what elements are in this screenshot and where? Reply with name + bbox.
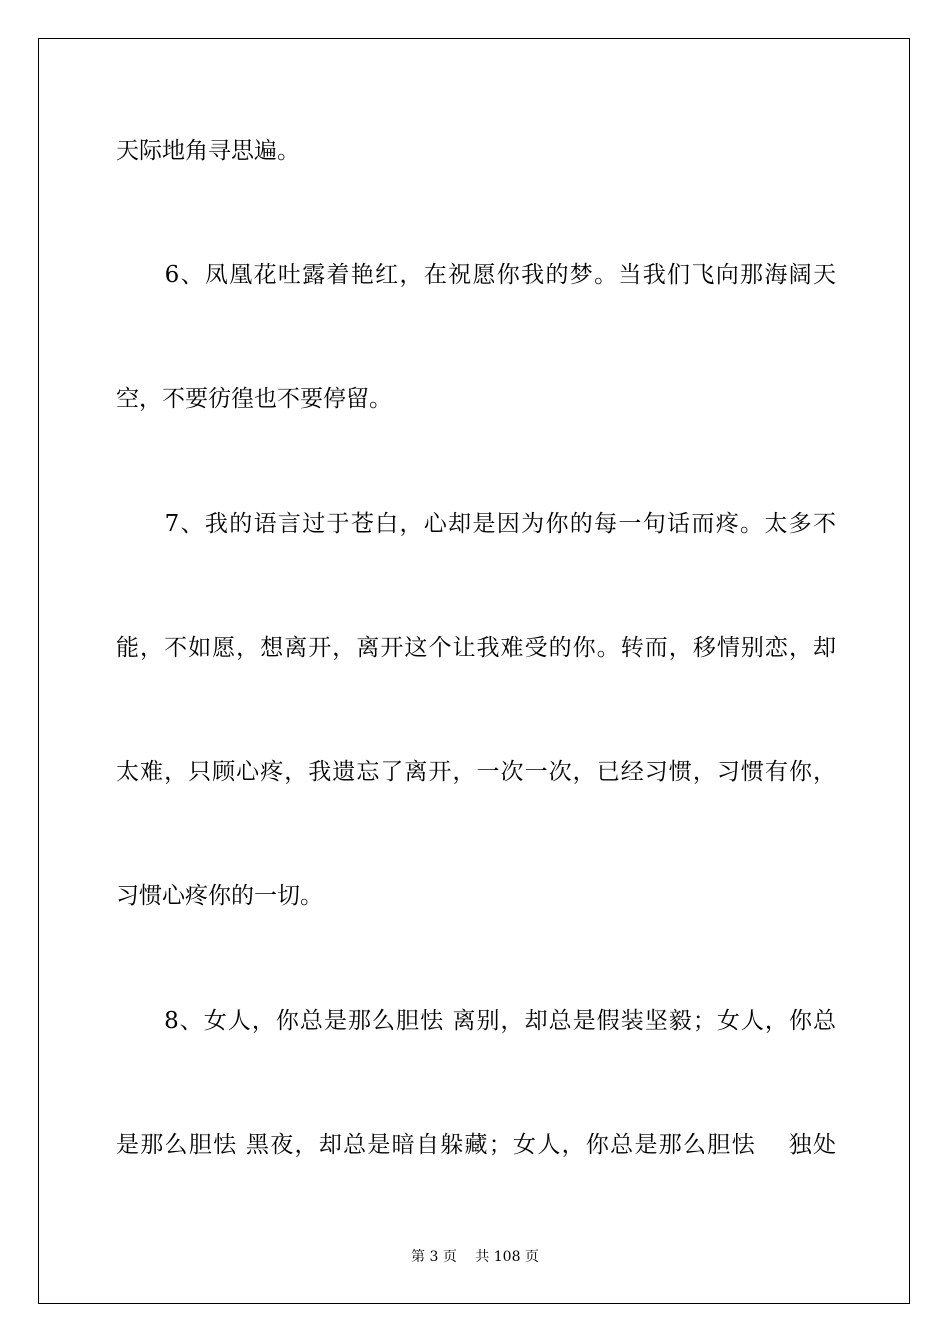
text-line-7: 习惯心疼你的一切。: [116, 883, 323, 909]
text-line-1: 天际地角寻思遍。: [116, 138, 300, 164]
text-line-5: 能，不如愿，想离开，离开这个让我难受的你。转而，移情别恋，却: [116, 635, 836, 661]
text-line-9: 是那么胆怯 黑夜，却总是暗自躲藏；女人，你总是那么胆怯 独处: [116, 1132, 836, 1158]
text-line-6: 太难，只顾心疼，我遗忘了离开，一次一次，已经习惯，习惯有你，: [116, 759, 836, 785]
text-line-2: 6、凤凰花吐露着艳红，在祝愿你我的梦。当我们飞向那海阔天: [116, 262, 836, 288]
text-line-8: 8、女人，你总是那么胆怯 离别，却总是假装坚毅；女人，你总: [116, 1008, 836, 1034]
page-number-footer: 第 3 页 共 108 页: [411, 1249, 539, 1265]
text-line-3: 空，不要彷徨也不要停留。: [116, 386, 392, 412]
text-line-4: 7、我的语言过于苍白，心却是因为你的每一句话而疼。太多不: [116, 511, 836, 537]
page-border: [38, 38, 910, 1304]
